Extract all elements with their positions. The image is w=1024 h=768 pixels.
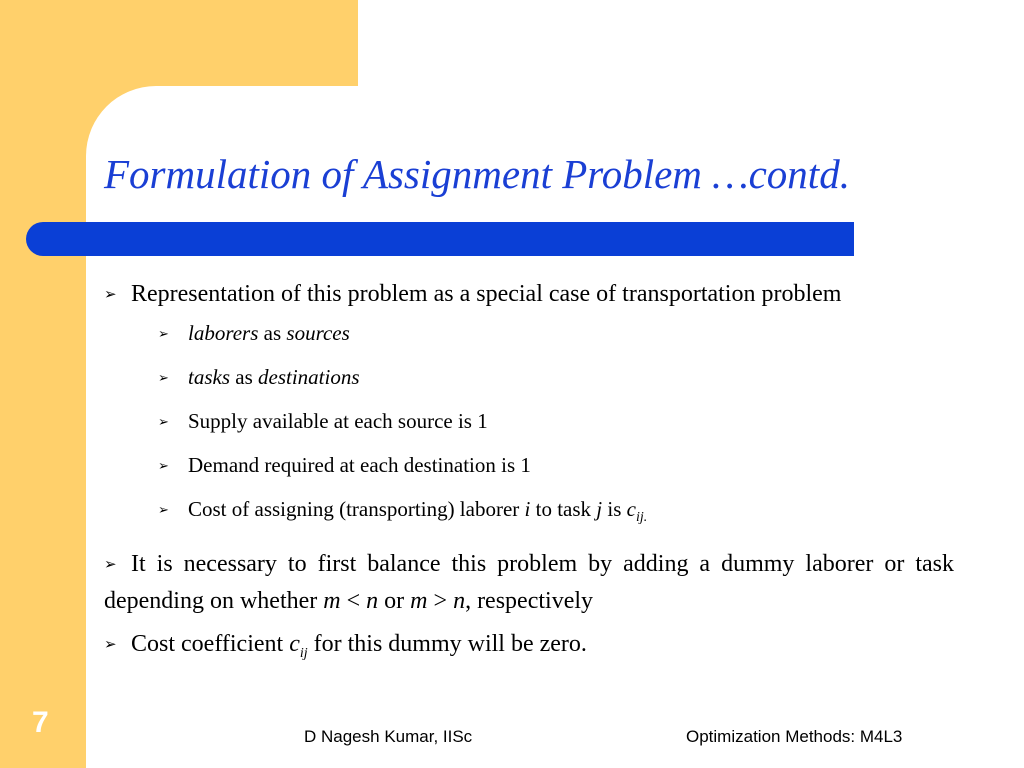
arrow-bullet-icon: ➢ — [158, 459, 169, 474]
accent-top-band — [0, 0, 358, 86]
bullet-cost-coefficient: ➢ Cost coefficient $c_{ij}$ for this dummy will be zero. — [104, 626, 954, 672]
arrow-bullet-icon: ➢ — [104, 555, 117, 574]
subbullet-cost: ➢ Cost of assigning (transporting) laborer i to task j is $c_{ij.}$ — [158, 497, 648, 526]
slide-content — [104, 276, 954, 678]
title-underline-bar — [26, 222, 854, 256]
subbullet-tasks: ➢ tasks as destinations — [158, 363, 954, 393]
arrow-bullet-icon: ➢ — [158, 415, 169, 430]
footer-course: Optimization Methods: M4L3 — [686, 727, 903, 746]
slide-number: 7 — [32, 706, 49, 739]
arrow-bullet-icon: ➢ — [104, 285, 117, 303]
accent-left-band — [0, 0, 86, 768]
subbullet-laborers: ➢ laborers as sources — [158, 319, 954, 349]
footer-author: D Nagesh Kumar, IISc — [304, 727, 473, 746]
slide-title: Formulation of Assignment Problem …contd. — [104, 151, 850, 197]
arrow-bullet-icon: ➢ — [104, 635, 117, 654]
subbullet-supply: ➢ Supply available at each source is 1 — [158, 407, 954, 437]
bullet-representation: ➢ Representation of this problem as a special case of transportation problem — [104, 276, 954, 313]
subbullet-demand: ➢ Demand required at each destination is 1 — [158, 451, 954, 481]
arrow-bullet-icon: ➢ — [158, 503, 169, 518]
bullet-balance: ➢ It is necessary to first balance this problem by adding a dummy laborer or task depending on whether m < n or m > n, respectively — [104, 546, 954, 620]
arrow-bullet-icon: ➢ — [158, 327, 169, 342]
arrow-bullet-icon: ➢ — [158, 371, 169, 386]
